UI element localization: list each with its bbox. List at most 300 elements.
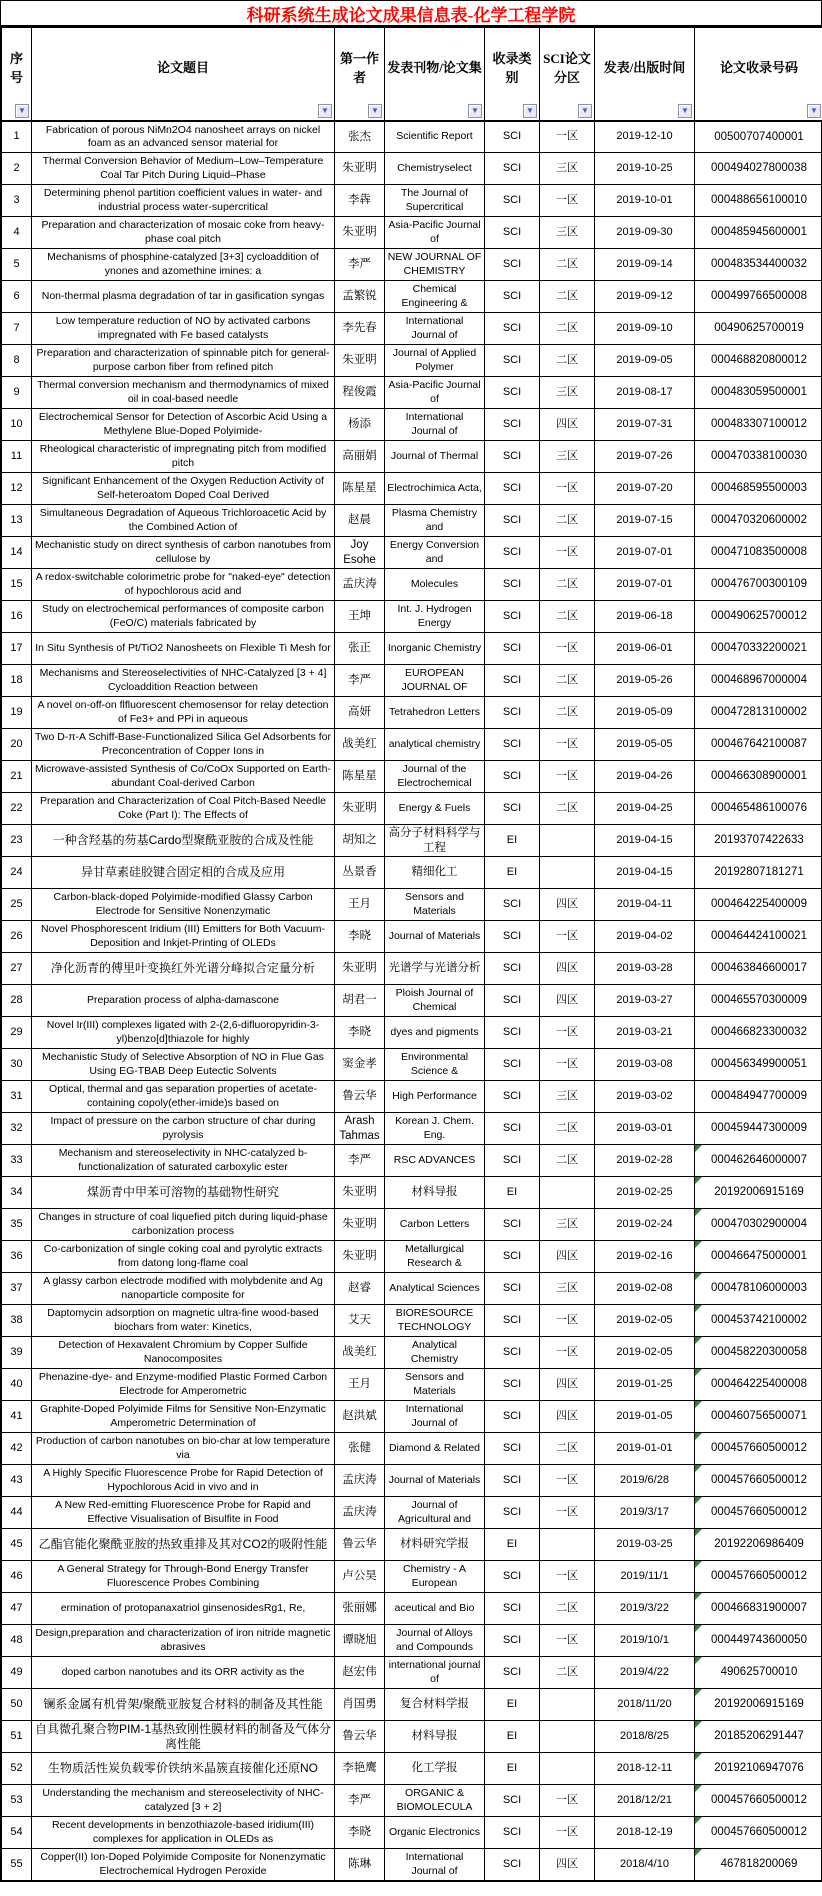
cell-title[interactable]: [32, 1785, 335, 1817]
cell-date[interactable]: [595, 569, 695, 601]
cell-cat[interactable]: [485, 1593, 540, 1625]
cell-author[interactable]: [335, 377, 385, 409]
cell-date[interactable]: [595, 1849, 695, 1881]
cell-seq[interactable]: [2, 889, 32, 921]
cell-zone[interactable]: [540, 1305, 595, 1337]
cell-num[interactable]: [695, 1849, 822, 1881]
cell-date[interactable]: [595, 1177, 695, 1209]
cell-cat[interactable]: [485, 1145, 540, 1177]
cell-seq[interactable]: [2, 1369, 32, 1401]
cell-cat[interactable]: [485, 441, 540, 473]
cell-title[interactable]: [32, 1593, 335, 1625]
cell-seq[interactable]: [2, 1785, 32, 1817]
cell-date[interactable]: [595, 1753, 695, 1785]
cell-date[interactable]: [595, 313, 695, 345]
cell-author[interactable]: [335, 1529, 385, 1561]
cell-seq[interactable]: [2, 953, 32, 985]
cell-title[interactable]: [32, 1241, 335, 1273]
cell-date[interactable]: [595, 1049, 695, 1081]
cell-seq[interactable]: [2, 409, 32, 441]
cell-num[interactable]: [695, 281, 822, 313]
cell-date[interactable]: [595, 601, 695, 633]
cell-cat[interactable]: [485, 1497, 540, 1529]
cell-journal[interactable]: [385, 1401, 485, 1433]
cell-date[interactable]: [595, 1817, 695, 1849]
cell-num[interactable]: [695, 1209, 822, 1241]
cell-seq[interactable]: [2, 1209, 32, 1241]
cell-journal[interactable]: [385, 217, 485, 249]
cell-cat[interactable]: [485, 1241, 540, 1273]
cell-author[interactable]: [335, 1209, 385, 1241]
cell-author[interactable]: [335, 1497, 385, 1529]
cell-num[interactable]: [695, 1593, 822, 1625]
cell-author[interactable]: [335, 1753, 385, 1785]
cell-author[interactable]: [335, 601, 385, 633]
cell-zone[interactable]: [540, 985, 595, 1017]
cell-author[interactable]: [335, 537, 385, 569]
cell-seq[interactable]: [2, 697, 32, 729]
filter-dropdown-icon[interactable]: ▼: [318, 104, 332, 118]
cell-num[interactable]: [695, 1369, 822, 1401]
cell-num[interactable]: [695, 377, 822, 409]
cell-cat[interactable]: [485, 1337, 540, 1369]
cell-cat[interactable]: [485, 1849, 540, 1881]
cell-date[interactable]: [595, 793, 695, 825]
cell-date[interactable]: [595, 665, 695, 697]
cell-author[interactable]: [335, 1017, 385, 1049]
cell-zone[interactable]: [540, 825, 595, 857]
cell-zone[interactable]: [540, 1081, 595, 1113]
cell-cat[interactable]: [485, 217, 540, 249]
cell-seq[interactable]: [2, 505, 32, 537]
cell-zone[interactable]: [540, 1561, 595, 1593]
cell-date[interactable]: [595, 1273, 695, 1305]
cell-date[interactable]: [595, 1689, 695, 1721]
cell-seq[interactable]: [2, 825, 32, 857]
cell-title[interactable]: [32, 825, 335, 857]
cell-author[interactable]: [335, 409, 385, 441]
cell-cat[interactable]: [485, 1433, 540, 1465]
cell-cat[interactable]: [485, 1273, 540, 1305]
cell-zone[interactable]: [540, 1721, 595, 1753]
cell-num[interactable]: [695, 697, 822, 729]
cell-num[interactable]: [695, 665, 822, 697]
cell-date[interactable]: [595, 985, 695, 1017]
cell-journal[interactable]: [385, 1721, 485, 1753]
cell-title[interactable]: [32, 1369, 335, 1401]
cell-title[interactable]: [32, 409, 335, 441]
cell-cat[interactable]: [485, 313, 540, 345]
cell-num[interactable]: [695, 1241, 822, 1273]
cell-seq[interactable]: [2, 601, 32, 633]
cell-num[interactable]: [695, 1817, 822, 1849]
cell-date[interactable]: [595, 1529, 695, 1561]
cell-zone[interactable]: [540, 1625, 595, 1657]
cell-cat[interactable]: [485, 857, 540, 889]
cell-seq[interactable]: [2, 1849, 32, 1881]
cell-seq[interactable]: [2, 985, 32, 1017]
cell-journal[interactable]: [385, 1529, 485, 1561]
cell-cat[interactable]: [485, 729, 540, 761]
cell-cat[interactable]: [485, 1177, 540, 1209]
cell-cat[interactable]: [485, 889, 540, 921]
cell-num[interactable]: [695, 569, 822, 601]
cell-author[interactable]: [335, 1273, 385, 1305]
cell-num[interactable]: [695, 1401, 822, 1433]
cell-date[interactable]: [595, 1337, 695, 1369]
cell-num[interactable]: [695, 633, 822, 665]
cell-num[interactable]: [695, 1177, 822, 1209]
cell-date[interactable]: [595, 281, 695, 313]
cell-author[interactable]: [335, 473, 385, 505]
cell-date[interactable]: [595, 1241, 695, 1273]
cell-num[interactable]: [695, 249, 822, 281]
cell-title[interactable]: [32, 249, 335, 281]
cell-author[interactable]: [335, 697, 385, 729]
cell-num[interactable]: [695, 1081, 822, 1113]
cell-cat[interactable]: [485, 1209, 540, 1241]
cell-seq[interactable]: [2, 1401, 32, 1433]
cell-date[interactable]: [595, 1785, 695, 1817]
cell-journal[interactable]: [385, 153, 485, 185]
cell-journal[interactable]: [385, 121, 485, 153]
cell-zone[interactable]: [540, 1209, 595, 1241]
cell-journal[interactable]: [385, 1081, 485, 1113]
cell-num[interactable]: [695, 1273, 822, 1305]
cell-date[interactable]: [595, 1497, 695, 1529]
cell-seq[interactable]: [2, 1337, 32, 1369]
cell-author[interactable]: [335, 953, 385, 985]
cell-seq[interactable]: [2, 1561, 32, 1593]
cell-title[interactable]: [32, 121, 335, 153]
cell-cat[interactable]: [485, 505, 540, 537]
cell-num[interactable]: [695, 1529, 822, 1561]
cell-journal[interactable]: [385, 1657, 485, 1689]
cell-num[interactable]: [695, 185, 822, 217]
cell-date[interactable]: [595, 1209, 695, 1241]
cell-journal[interactable]: [385, 793, 485, 825]
cell-author[interactable]: [335, 1849, 385, 1881]
cell-num[interactable]: [695, 1657, 822, 1689]
cell-title[interactable]: [32, 1497, 335, 1529]
cell-seq[interactable]: [2, 121, 32, 153]
cell-zone[interactable]: [540, 121, 595, 153]
cell-title[interactable]: [32, 953, 335, 985]
cell-cat[interactable]: [485, 537, 540, 569]
cell-title[interactable]: [32, 441, 335, 473]
cell-journal[interactable]: [385, 409, 485, 441]
cell-author[interactable]: [335, 505, 385, 537]
cell-author[interactable]: [335, 985, 385, 1017]
cell-seq[interactable]: [2, 1113, 32, 1145]
cell-title[interactable]: [32, 153, 335, 185]
cell-date[interactable]: [595, 1017, 695, 1049]
cell-date[interactable]: [595, 825, 695, 857]
cell-journal[interactable]: [385, 1017, 485, 1049]
cell-num[interactable]: [695, 601, 822, 633]
cell-zone[interactable]: [540, 1657, 595, 1689]
cell-author[interactable]: [335, 217, 385, 249]
cell-num[interactable]: [695, 1785, 822, 1817]
cell-journal[interactable]: [385, 1113, 485, 1145]
cell-zone[interactable]: [540, 1145, 595, 1177]
cell-seq[interactable]: [2, 857, 32, 889]
cell-zone[interactable]: [540, 217, 595, 249]
cell-num[interactable]: [695, 1497, 822, 1529]
cell-journal[interactable]: [385, 1049, 485, 1081]
cell-zone[interactable]: [540, 1337, 595, 1369]
cell-num[interactable]: [695, 217, 822, 249]
cell-date[interactable]: [595, 857, 695, 889]
cell-journal[interactable]: [385, 761, 485, 793]
cell-seq[interactable]: [2, 1721, 32, 1753]
cell-journal[interactable]: [385, 729, 485, 761]
cell-title[interactable]: [32, 601, 335, 633]
cell-date[interactable]: [595, 249, 695, 281]
cell-cat[interactable]: [485, 1305, 540, 1337]
cell-title[interactable]: [32, 281, 335, 313]
cell-title[interactable]: [32, 633, 335, 665]
cell-title[interactable]: [32, 1849, 335, 1881]
cell-seq[interactable]: [2, 729, 32, 761]
cell-author[interactable]: [335, 153, 385, 185]
cell-title[interactable]: [32, 1145, 335, 1177]
cell-journal[interactable]: [385, 1689, 485, 1721]
cell-num[interactable]: [695, 1305, 822, 1337]
cell-journal[interactable]: [385, 697, 485, 729]
cell-title[interactable]: [32, 1625, 335, 1657]
cell-seq[interactable]: [2, 761, 32, 793]
cell-cat[interactable]: [485, 377, 540, 409]
cell-journal[interactable]: [385, 1145, 485, 1177]
cell-title[interactable]: [32, 1817, 335, 1849]
cell-num[interactable]: [695, 1337, 822, 1369]
cell-date[interactable]: [595, 921, 695, 953]
cell-title[interactable]: [32, 1209, 335, 1241]
cell-author[interactable]: [335, 1561, 385, 1593]
cell-title[interactable]: [32, 537, 335, 569]
cell-date[interactable]: [595, 953, 695, 985]
cell-num[interactable]: [695, 985, 822, 1017]
cell-journal[interactable]: [385, 313, 485, 345]
cell-title[interactable]: [32, 1177, 335, 1209]
cell-zone[interactable]: [540, 441, 595, 473]
cell-zone[interactable]: [540, 1017, 595, 1049]
cell-seq[interactable]: [2, 1817, 32, 1849]
cell-cat[interactable]: [485, 633, 540, 665]
cell-date[interactable]: [595, 185, 695, 217]
cell-date[interactable]: [595, 761, 695, 793]
cell-seq[interactable]: [2, 1305, 32, 1337]
cell-title[interactable]: [32, 217, 335, 249]
cell-cat[interactable]: [485, 825, 540, 857]
cell-cat[interactable]: [485, 1721, 540, 1753]
cell-journal[interactable]: [385, 1625, 485, 1657]
cell-seq[interactable]: [2, 1497, 32, 1529]
cell-seq[interactable]: [2, 345, 32, 377]
cell-author[interactable]: [335, 1241, 385, 1273]
cell-num[interactable]: [695, 1689, 822, 1721]
cell-zone[interactable]: [540, 569, 595, 601]
cell-author[interactable]: [335, 889, 385, 921]
cell-zone[interactable]: [540, 153, 595, 185]
cell-num[interactable]: [695, 473, 822, 505]
cell-cat[interactable]: [485, 1401, 540, 1433]
filter-dropdown-icon[interactable]: ▼: [578, 104, 592, 118]
cell-seq[interactable]: [2, 1689, 32, 1721]
cell-seq[interactable]: [2, 1017, 32, 1049]
cell-zone[interactable]: [540, 1593, 595, 1625]
cell-seq[interactable]: [2, 377, 32, 409]
cell-title[interactable]: [32, 729, 335, 761]
cell-journal[interactable]: [385, 1273, 485, 1305]
cell-author[interactable]: [335, 1145, 385, 1177]
cell-cat[interactable]: [485, 1689, 540, 1721]
cell-journal[interactable]: [385, 1593, 485, 1625]
cell-num[interactable]: [695, 537, 822, 569]
filter-dropdown-icon[interactable]: ▼: [523, 104, 537, 118]
cell-seq[interactable]: [2, 1529, 32, 1561]
cell-zone[interactable]: [540, 1177, 595, 1209]
cell-journal[interactable]: [385, 281, 485, 313]
filter-dropdown-icon[interactable]: ▼: [368, 104, 382, 118]
cell-journal[interactable]: [385, 345, 485, 377]
cell-date[interactable]: [595, 537, 695, 569]
cell-zone[interactable]: [540, 249, 595, 281]
cell-cat[interactable]: [485, 1465, 540, 1497]
cell-author[interactable]: [335, 313, 385, 345]
cell-zone[interactable]: [540, 345, 595, 377]
cell-journal[interactable]: [385, 1465, 485, 1497]
cell-journal[interactable]: [385, 537, 485, 569]
cell-zone[interactable]: [540, 953, 595, 985]
cell-date[interactable]: [595, 889, 695, 921]
cell-zone[interactable]: [540, 601, 595, 633]
cell-date[interactable]: [595, 377, 695, 409]
cell-date[interactable]: [595, 345, 695, 377]
cell-author[interactable]: [335, 665, 385, 697]
cell-num[interactable]: [695, 345, 822, 377]
cell-author[interactable]: [335, 1689, 385, 1721]
cell-journal[interactable]: [385, 1753, 485, 1785]
cell-journal[interactable]: [385, 1849, 485, 1881]
cell-title[interactable]: [32, 1017, 335, 1049]
cell-num[interactable]: [695, 1017, 822, 1049]
cell-date[interactable]: [595, 1561, 695, 1593]
cell-title[interactable]: [32, 1081, 335, 1113]
cell-cat[interactable]: [485, 153, 540, 185]
cell-journal[interactable]: [385, 1785, 485, 1817]
filter-dropdown-icon[interactable]: ▼: [807, 104, 821, 118]
cell-author[interactable]: [335, 185, 385, 217]
cell-seq[interactable]: [2, 921, 32, 953]
cell-title[interactable]: [32, 1561, 335, 1593]
cell-zone[interactable]: [540, 1369, 595, 1401]
cell-num[interactable]: [695, 889, 822, 921]
cell-title[interactable]: [32, 665, 335, 697]
cell-journal[interactable]: [385, 985, 485, 1017]
cell-title[interactable]: [32, 857, 335, 889]
cell-zone[interactable]: [540, 537, 595, 569]
cell-date[interactable]: [595, 153, 695, 185]
cell-journal[interactable]: [385, 1497, 485, 1529]
cell-cat[interactable]: [485, 1529, 540, 1561]
cell-title[interactable]: [32, 1049, 335, 1081]
cell-journal[interactable]: [385, 889, 485, 921]
cell-zone[interactable]: [540, 1049, 595, 1081]
cell-journal[interactable]: [385, 441, 485, 473]
cell-journal[interactable]: [385, 665, 485, 697]
cell-num[interactable]: [695, 409, 822, 441]
cell-author[interactable]: [335, 857, 385, 889]
cell-date[interactable]: [595, 1145, 695, 1177]
cell-zone[interactable]: [540, 473, 595, 505]
cell-date[interactable]: [595, 505, 695, 537]
cell-author[interactable]: [335, 1657, 385, 1689]
cell-zone[interactable]: [540, 185, 595, 217]
cell-date[interactable]: [595, 1433, 695, 1465]
cell-cat[interactable]: [485, 1081, 540, 1113]
cell-seq[interactable]: [2, 1049, 32, 1081]
cell-journal[interactable]: [385, 1561, 485, 1593]
cell-seq[interactable]: [2, 1241, 32, 1273]
cell-zone[interactable]: [540, 1529, 595, 1561]
cell-cat[interactable]: [485, 793, 540, 825]
cell-zone[interactable]: [540, 889, 595, 921]
cell-seq[interactable]: [2, 633, 32, 665]
cell-journal[interactable]: [385, 377, 485, 409]
cell-seq[interactable]: [2, 665, 32, 697]
cell-seq[interactable]: [2, 793, 32, 825]
cell-author[interactable]: [335, 1113, 385, 1145]
cell-num[interactable]: [695, 729, 822, 761]
cell-num[interactable]: [695, 825, 822, 857]
cell-title[interactable]: [32, 1529, 335, 1561]
cell-num[interactable]: [695, 857, 822, 889]
cell-author[interactable]: [335, 825, 385, 857]
cell-zone[interactable]: [540, 505, 595, 537]
cell-zone[interactable]: [540, 1401, 595, 1433]
cell-title[interactable]: [32, 1273, 335, 1305]
cell-title[interactable]: [32, 1657, 335, 1689]
cell-cat[interactable]: [485, 249, 540, 281]
cell-cat[interactable]: [485, 601, 540, 633]
cell-seq[interactable]: [2, 569, 32, 601]
cell-zone[interactable]: [540, 377, 595, 409]
filter-dropdown-icon[interactable]: ▼: [15, 104, 29, 118]
cell-cat[interactable]: [485, 1785, 540, 1817]
cell-author[interactable]: [335, 1369, 385, 1401]
cell-num[interactable]: [695, 1721, 822, 1753]
cell-journal[interactable]: [385, 1817, 485, 1849]
cell-seq[interactable]: [2, 313, 32, 345]
cell-date[interactable]: [595, 1625, 695, 1657]
filter-dropdown-icon[interactable]: ▼: [678, 104, 692, 118]
cell-num[interactable]: [695, 1145, 822, 1177]
cell-num[interactable]: [695, 1465, 822, 1497]
cell-title[interactable]: [32, 1753, 335, 1785]
cell-author[interactable]: [335, 633, 385, 665]
cell-zone[interactable]: [540, 1273, 595, 1305]
cell-author[interactable]: [335, 249, 385, 281]
cell-author[interactable]: [335, 793, 385, 825]
cell-author[interactable]: [335, 921, 385, 953]
cell-title[interactable]: [32, 1113, 335, 1145]
cell-num[interactable]: [695, 793, 822, 825]
cell-journal[interactable]: [385, 825, 485, 857]
cell-journal[interactable]: [385, 1433, 485, 1465]
cell-date[interactable]: [595, 1465, 695, 1497]
